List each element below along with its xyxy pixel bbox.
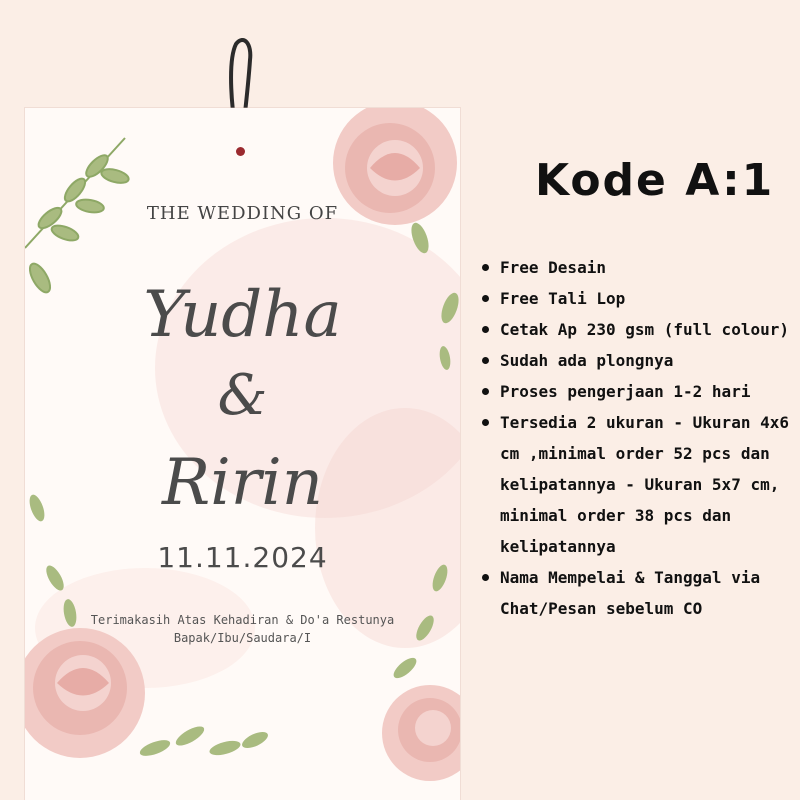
ampersand: & bbox=[217, 363, 268, 428]
wedding-title: THE WEDDING OF bbox=[146, 203, 339, 224]
feature-item: Nama Mempelai & Tanggal via Chat/Pesan sebelum CO bbox=[478, 562, 796, 624]
feature-item: Free Tali Lop bbox=[478, 283, 796, 314]
feature-item: Free Desain bbox=[478, 252, 796, 283]
feature-list bbox=[478, 252, 796, 624]
product-code: Kode A:1 bbox=[535, 155, 775, 206]
feature-item: Proses pengerjaan 1-2 hari bbox=[478, 376, 796, 407]
wedding-tag-card bbox=[25, 108, 460, 800]
wedding-date: 11.11.2024 bbox=[157, 541, 328, 574]
thanks-line-1: Terimakasih Atas Kehadiran & Do'a Restunya bbox=[90, 613, 395, 627]
rose-bottom-right bbox=[382, 685, 460, 781]
feature-item: Tersedia 2 ukuran - Ukuran 4x6 cm ,minimal order 52 pcs dan kelipatannya - Ukuran 5x7 cm, minimal order 38 pcs dan kelipatannya bbox=[478, 407, 796, 562]
tag-hole bbox=[236, 147, 245, 156]
feature-item: Sudah ada plongnya bbox=[478, 345, 796, 376]
groom-name: Yudha bbox=[143, 278, 342, 352]
bride-name: Ririn bbox=[162, 446, 323, 520]
feature-item: Cetak Ap 230 gsm (full colour) bbox=[478, 314, 796, 345]
thanks-line-2: Bapak/Ibu/Saudara/I bbox=[173, 631, 312, 645]
